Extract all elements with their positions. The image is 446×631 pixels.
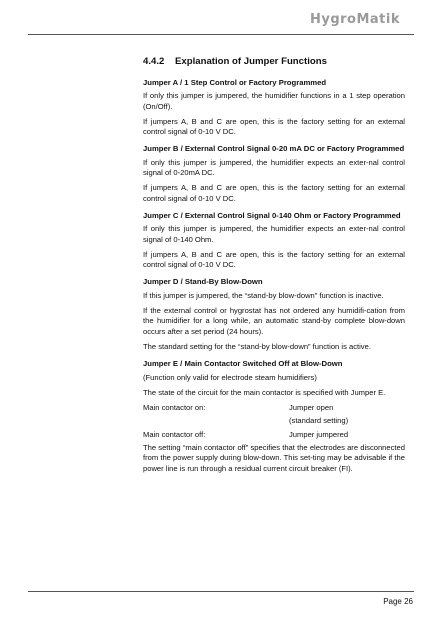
jumper-b-heading: Jumper B / External Control Signal 0-20 mA DC or Factory Programmed [143,144,405,154]
footer-rule [28,591,414,592]
jumper-d-paragraph-3: The standard setting for the “stand-by blow-down” function is active. [143,341,371,351]
jumper-a-heading: Jumper A / 1 Step Control or Factory Programmed [143,78,327,87]
main-contactor-on-value: Jumper open [289,403,334,413]
main-contactor-off-value: Jumper jumpered [289,429,349,439]
main-contactor-on-row [143,403,405,413]
jumper-e-heading: Jumper E / Main Contactor Switched Off at Blow-Down [143,359,343,369]
section-title: Explanation of Jumper Functions [175,56,327,67]
main-contactor-off-row [143,430,405,440]
jumper-b-paragraph-1: If only this jumper is jumpered, the humidifier expects an exter-nal control signal of 0-20mA DC. [143,157,405,178]
logo-text: HygroMatik [309,12,400,27]
jumper-c-paragraph-1: If only this jumper is jumpered, the humidifier expects an exter-nal control signal of 0-140 Ohm. [143,224,405,244]
jumper-a-paragraph-1: If only this jumper is jumpered, the humidifier functions in a 1 step operation (On/Off). [143,91,405,111]
jumper-d-heading: Jumper D / Stand-By Blow-Down [143,277,263,287]
jumper-d-paragraph-1: If this jumper is jumpered, the “stand-by blow-down” function is inactive. [143,290,384,300]
jumper-c-paragraph-2: If jumpers A, B and C are open, this is the factory setting for an external control signal of 0-10 V DC. [143,249,405,270]
standard-setting-row [143,416,405,426]
jumper-d-paragraph-2: If the external control or hygrostat has not ordered any humidifi-cation from the humidifier for a long while, an automatic stand-by complete blow-down occurs after a set period (24 hours). [143,306,405,336]
company-logo [310,12,400,27]
jumper-e-paragraph-3: The setting “main contactor off” specifies that the electrodes are disconnected from the power supply during blow-down. This set-ting may be advisable if the power line is run through a residual current circuit breaker (FI). [143,443,405,473]
section-heading [143,56,405,68]
header-rule [28,34,414,35]
jumper-a-paragraph-2: If jumpers A, B and C are open, this is the factory setting for an external control signal of 0-10 V DC. [143,116,405,137]
section-number: 4.4.2 [143,56,165,67]
jumper-e-paragraph-1: (Function only valid for electrode steam humidifiers) [143,372,317,382]
page-number: Page 26 [383,597,413,606]
jumper-b-paragraph-2: If jumpers A, B and C are open, this is the factory setting for an external control signal of 0-10 V DC. [143,183,405,203]
jumper-c-heading: Jumper C / External Control Signal 0-140 Ohm or Factory Programmed [143,210,401,220]
main-contactor-on-label: Main contactor on: [143,403,206,413]
main-contactor-off-label: Main contactor off: [143,429,206,439]
page-content [143,56,405,479]
standard-setting-note: (standard setting) [289,416,349,426]
jumper-e-paragraph-2: The state of the circuit for the main contactor is specified with Jumper E. [143,387,386,397]
